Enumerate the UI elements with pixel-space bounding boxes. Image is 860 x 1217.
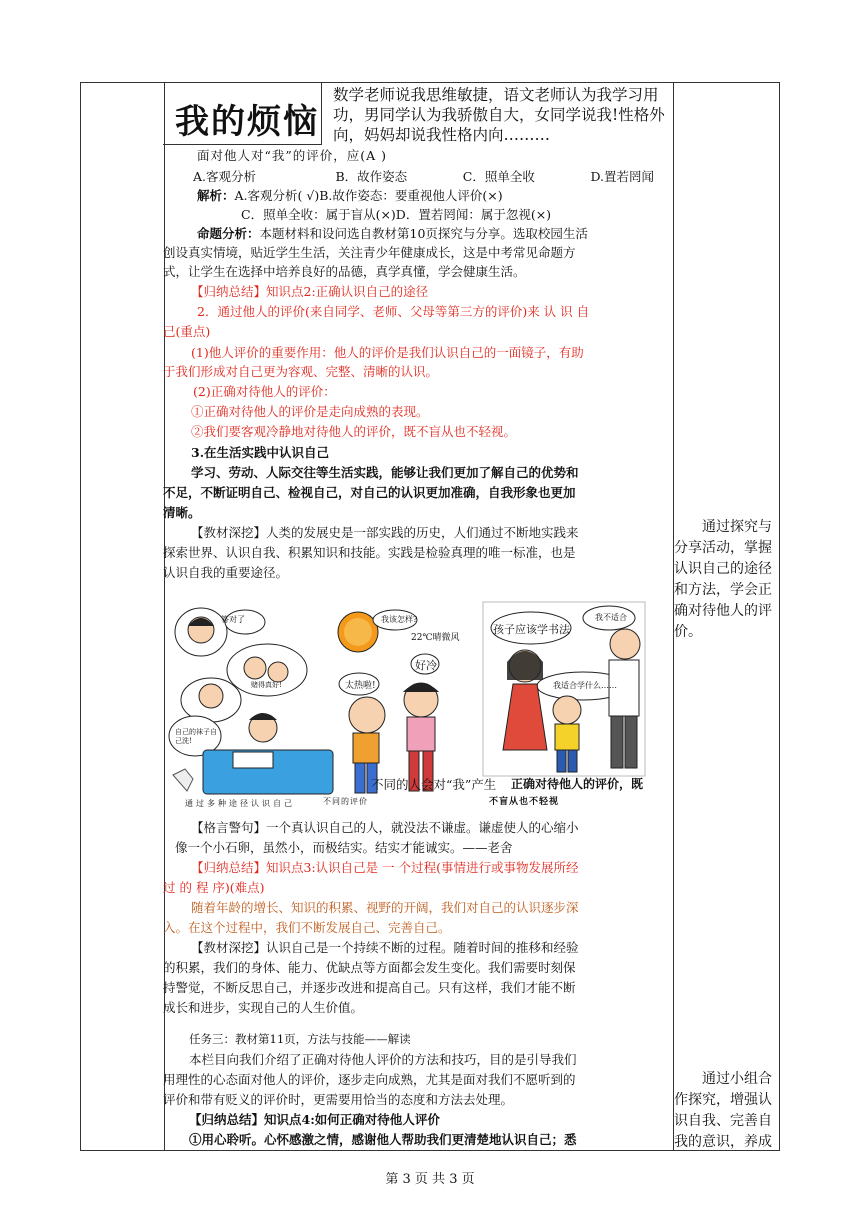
scenario-title: 我的烦恼 bbox=[175, 102, 319, 142]
cartoon-caption: 不盲从也不轻视 bbox=[489, 797, 560, 807]
bubble-text: 太热啦! bbox=[345, 681, 376, 691]
paragraph-line: 像一个小石卵，虽然小，而极结实。结实才能诚实。——老舍 bbox=[175, 840, 513, 855]
paragraph-line: (1)他人评价的重要作用：他人的评价是我们认识自己的一面镜子，有助 bbox=[191, 345, 584, 360]
paragraph-line: ②我们要客观冷静地对待他人的评价，既不盲从也不轻视。 bbox=[191, 424, 517, 439]
cartoon-caption: 不同的人会对“我”产生 bbox=[371, 777, 497, 792]
bubble-text: 孩子应该学书法 bbox=[493, 623, 570, 636]
paragraph-line: ①用心聆听。心怀感激之情，感谢他人帮助我们更清楚地认识自己；悉 bbox=[189, 1132, 577, 1147]
paragraph-line: 不足，不断证明自己、检视自己，对自己的认识更加准确，自我形象也更加 bbox=[163, 485, 576, 500]
summary-heading: 【归纳总结】知识点4:如何正确对待他人评价 bbox=[189, 1112, 440, 1127]
scenario-header bbox=[163, 82, 672, 145]
paragraph-line: 认识自我的重要途径。 bbox=[163, 565, 289, 580]
cartoon-illustrations bbox=[163, 600, 672, 810]
paragraph-line: 2．通过他人的评价(来自同学、老师、父母等第三方的评价)来 认 识 自 bbox=[197, 304, 590, 319]
paragraph-line: ①正确对待他人的评价是走向成熟的表现。 bbox=[191, 404, 429, 419]
analysis-text: 本题材料和设问选自教材第10页探究与分享。选取校园生活 bbox=[259, 226, 588, 241]
section-heading: 3.在生活实践中认识自己 bbox=[191, 445, 330, 460]
task-heading: 任务三：教材第11页，方法与技能——解读 bbox=[189, 1032, 411, 1046]
summary-heading: 【归纳总结】知识点3:认识自己是 一 个过程(事情进行或事物发展所经 bbox=[191, 860, 579, 875]
scenario-title-box bbox=[163, 82, 322, 145]
paragraph-line: 创设真实情境，贴近学生生活，关注青少年健康成长，这是中考常见命题方 bbox=[163, 245, 576, 260]
question-options: A.客观分析 B．故作姿态 C．照单全收 D.置若罔闻 bbox=[193, 169, 655, 184]
side-note-2: 通过小组合作探究，增强认识自我、完善自我的意识，养成 bbox=[674, 1071, 772, 1150]
paragraph-line: 本栏目向我们介绍了正确对待他人评价的方法和技巧，目的是引导我们 bbox=[189, 1052, 577, 1067]
paragraph-line: 评价和带有贬义的评价时，更需要用恰当的态度和方法去处理。 bbox=[163, 1092, 514, 1107]
paragraph-line: 用理性的心态面对他人的评价，逐步走向成熟，尤其是面对我们不愿听到的 bbox=[163, 1072, 576, 1087]
bubble-text: 答对了 bbox=[221, 615, 245, 624]
scenario-text: 数学老师说我思维敏捷，语文老师认为我学习用功，男同学认为我骄傲自大，女同学说我!性格外向，妈妈却说我性格内向……… bbox=[333, 86, 665, 144]
panel-1-illustration bbox=[169, 608, 333, 794]
paragraph-line: 随着年龄的增长、知识的积累、视野的开阔，我们对自己的认识逐步深 bbox=[191, 900, 579, 915]
bubble-text: 我不适合 bbox=[595, 613, 627, 622]
paragraph-line: 持警觉，不断反思自己，并逐步改进和提高自己。只有这样，我们才能不断 bbox=[163, 980, 576, 995]
paragraph-line: 【教材深挖】认识自己是一个持续不断的过程。随着时间的推移和经验 bbox=[191, 940, 579, 955]
paragraph-line: 入。在这个过程中，我们不断发展自己、完善自己。 bbox=[163, 920, 451, 935]
paragraph-line: 于我们形成对自己更为容观、完整、清晰的认识。 bbox=[163, 364, 439, 379]
summary-heading: 【归纳总结】知识点2:正确认识自己的途径 bbox=[191, 284, 429, 299]
bubble-text: 我适合学什么…… bbox=[553, 681, 617, 690]
bubble-text: 自己的袜子自己洗! bbox=[175, 728, 217, 745]
page-footer: 第 3 页 共 3 页 bbox=[385, 1172, 475, 1187]
analysis-text-2: C．照单全收：属于盲从(×)D．置若罔闻：属于忽视(×) bbox=[241, 207, 552, 222]
paragraph-line: 清晰。 bbox=[163, 505, 201, 520]
cartoon-caption: 不同的评价 bbox=[323, 797, 368, 806]
weather-text: 22℃晴微风 bbox=[411, 633, 460, 643]
side-note-1: 通过探究与分享活动，掌握认识自己的途径和方法，学会正确对待他人的评价。 bbox=[674, 519, 772, 640]
bubble-text: 好冷 bbox=[415, 659, 437, 672]
paragraph-line: 学习、劳动、人际交往等生活实践，能够让我们更加了解自己的优势和 bbox=[191, 465, 579, 480]
paragraph-line: 己(重点) bbox=[163, 324, 211, 339]
paragraph-line: 式，让学生在选择中培养良好的品德，真学真懂，学会健康生活。 bbox=[163, 264, 526, 279]
cartoon-caption: 通过多种途径认识自己 bbox=[185, 799, 295, 808]
bubble-text: 我该怎样? bbox=[381, 615, 418, 624]
cartoon-caption: 正确对待他人的评价，既 bbox=[511, 777, 644, 791]
paragraph-line: 【教材深挖】人类的发展史是一部实践的历史，人们通过不断地实践来 bbox=[191, 525, 579, 540]
bubble-text: 赌得真好! bbox=[251, 681, 282, 689]
analysis-label: 命题分析： bbox=[197, 226, 260, 241]
paragraph-line: 探索世界、认识自我、积累知识和技能。实践是检验真理的唯一标准，也是 bbox=[163, 545, 576, 560]
main-content-cell bbox=[163, 82, 672, 1151]
summary-heading: 过 的 程 序)(难点) bbox=[163, 880, 265, 895]
paragraph-line: 的积累，我们的身体、能力、优缺点等方面都会发生变化。我们需要时刻保 bbox=[163, 960, 576, 975]
question: 面对他人对“我”的评价，应(A ) bbox=[197, 148, 388, 163]
analysis-label: 解析： bbox=[197, 188, 235, 203]
paragraph-line: 成长和进步，实现自己的人生价值。 bbox=[163, 1000, 364, 1015]
paragraph-line: (2)正确对待他人的评价： bbox=[193, 384, 336, 399]
paragraph-line: 【格言警句】一个真认识自己的人，就没法不谦虚。谦虚使人的心缩小 bbox=[191, 820, 579, 835]
analysis-text: A.客观分析( √)B.故作姿态：要重视他人评价(×) bbox=[234, 188, 503, 203]
